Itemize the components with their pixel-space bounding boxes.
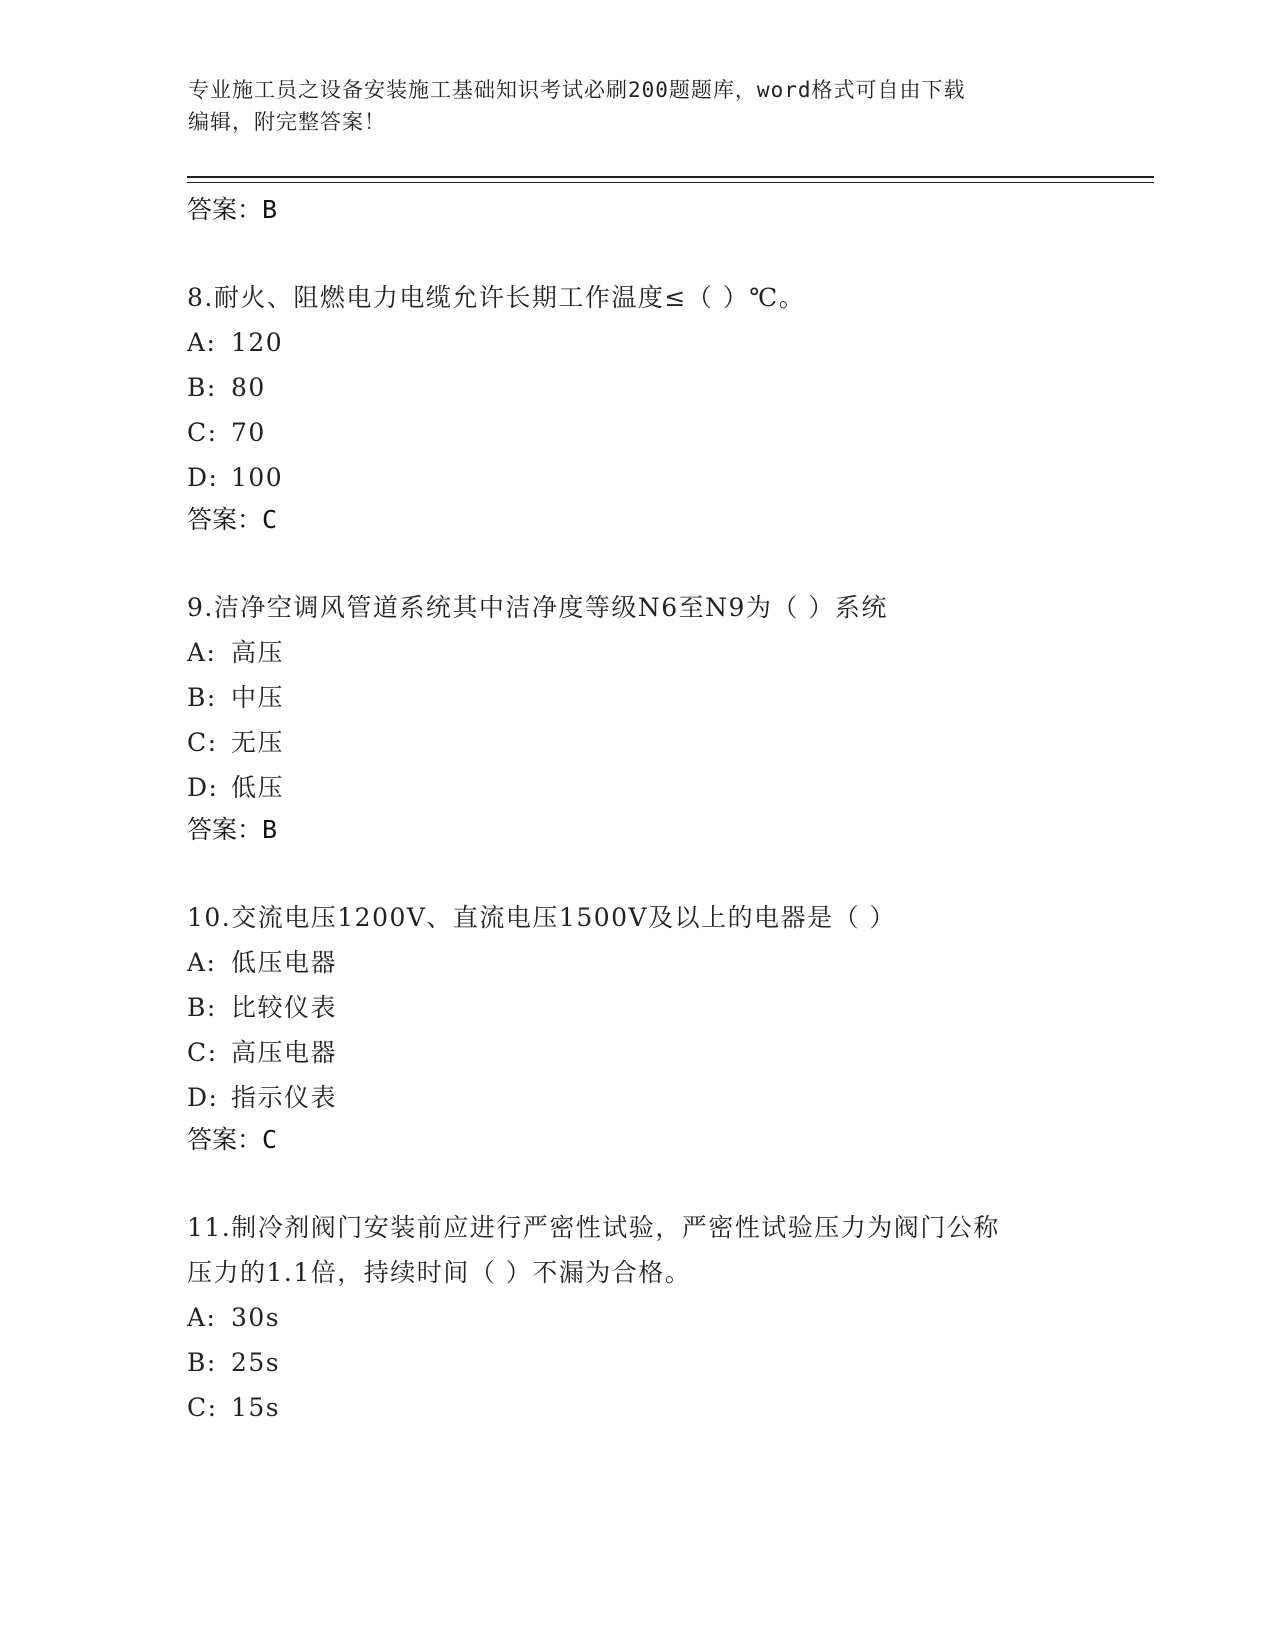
option-text: 25s [231, 1348, 281, 1377]
option-letter: A: [187, 1303, 217, 1332]
option-letter: D: [187, 773, 219, 802]
option-letter: A: [187, 328, 217, 357]
option-text: 100 [231, 463, 284, 492]
header-rule-thick [187, 176, 1154, 178]
option-c [187, 1385, 1087, 1430]
option-text: 70 [231, 418, 266, 447]
option-text: 比较仪表 [231, 993, 338, 1022]
option-d [187, 765, 1087, 810]
header-line-2: 编辑，附完整答案！ [188, 110, 386, 134]
option-b [187, 1340, 1087, 1385]
option-letter: C: [187, 1038, 218, 1067]
option-text: 低压电器 [231, 948, 338, 977]
option-text: 无压 [231, 728, 285, 757]
option-d [187, 1075, 1087, 1120]
option-text: 120 [231, 328, 284, 357]
document-header [188, 74, 1078, 138]
option-text: 高压电器 [231, 1038, 338, 1067]
option-letter: B: [187, 373, 217, 402]
option-c [187, 720, 1087, 765]
option-a [187, 1295, 1087, 1340]
option-b [187, 365, 1087, 410]
option-letter: D: [187, 1083, 219, 1112]
option-d [187, 455, 1087, 500]
question-text-line-1: 11.制冷剂阀门安装前应进行严密性试验，严密性试验压力为阀门公称 [187, 1213, 1000, 1242]
question-text: 8.耐火、阻燃电力电缆允许长期工作温度≤（ ）℃。 [187, 283, 806, 312]
option-b [187, 675, 1087, 720]
answer-line: 答案：C [187, 1125, 278, 1154]
answer-line: 答案：C [187, 505, 278, 534]
question-8 [187, 275, 1087, 540]
option-text: 30s [231, 1303, 281, 1332]
question-10 [187, 895, 1087, 1160]
option-text: 中压 [231, 683, 285, 712]
option-letter: C: [187, 728, 218, 757]
option-letter: A: [187, 638, 217, 667]
option-letter: D: [187, 463, 219, 492]
option-text: 15s [231, 1393, 281, 1422]
question-9 [187, 585, 1087, 850]
option-text: 高压 [231, 638, 285, 667]
question-list [187, 190, 1087, 1430]
answer-line: 答案：B [187, 815, 278, 844]
option-text: 低压 [231, 773, 285, 802]
header-line-1: 专业施工员之设备安装施工基础知识考试必刷200题题库，word格式可自由下载 [188, 78, 966, 102]
option-c [187, 1030, 1087, 1075]
question-text-line-2: 压力的1.1倍，持续时间（ ）不漏为合格。 [187, 1258, 692, 1287]
option-letter: C: [187, 1393, 218, 1422]
option-letter: B: [187, 683, 217, 712]
option-a [187, 630, 1087, 675]
answer-line: 答案：B [187, 195, 278, 224]
option-text: 80 [231, 373, 266, 402]
option-letter: C: [187, 418, 218, 447]
option-c [187, 410, 1087, 455]
option-a [187, 320, 1087, 365]
option-a [187, 940, 1087, 985]
header-rule-thin [187, 182, 1154, 183]
option-letter: A: [187, 948, 217, 977]
question-11 [187, 1205, 1087, 1430]
option-letter: B: [187, 1348, 217, 1377]
option-text: 指示仪表 [231, 1083, 338, 1112]
option-letter: B: [187, 993, 217, 1022]
question-text: 9.洁净空调风管道系统其中洁净度等级N6至N9为（ ）系统 [187, 593, 888, 622]
option-b [187, 985, 1087, 1030]
question-text: 10.交流电压1200V、直流电压1500V及以上的电器是（ ） [187, 903, 897, 932]
